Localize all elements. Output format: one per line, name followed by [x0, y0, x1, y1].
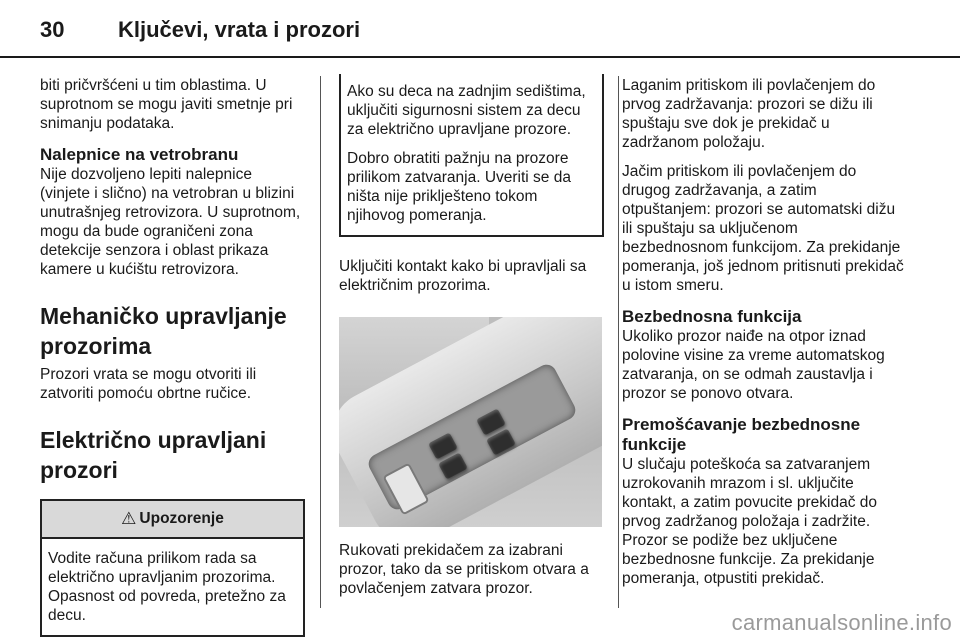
column-right [622, 76, 905, 588]
warning-text: Vodite računa prilikom rada sa električno upravljanim prozorima. Opasnost od povreda, pretežno za decu. [48, 550, 286, 624]
ignition-paragraph: Uključiti kontakt kako bi upravljali sa električnim prozorima. [339, 258, 587, 294]
child-safety-note [339, 74, 604, 237]
override-heading: Premošćavanje bezbednosne funkcije [622, 415, 861, 454]
watermark: carmanualsonline.info [731, 610, 952, 635]
page-number: 30 [40, 17, 65, 42]
safety-paragraph: Ukoliko prozor naiđe na otpor iznad polovine visine za vreme automatskog zatvaranja, on se odmah zaustavlja i prozor se ponovo otvara. [622, 328, 885, 402]
header-rule [0, 56, 960, 58]
warning-triangle-icon: ⚠ [121, 509, 137, 528]
second-detent-paragraph: Jačim pritiskom ili povlačenjem do drugog zadržavanja, a zatim otpuštanjem: prozori se automatski dižu ili spuštaju sa uključenom bezbednosnom funkcijom. Za prekidanje pomeranja, još jednom pritisnuti prekidač u istom smeru. [622, 163, 904, 294]
note-paragraph-1: Ako su deca na zadnjim sedištima, uključiti sigurnosni sistem za decu za električno upravljane prozore. [347, 83, 586, 138]
warning-body [42, 539, 303, 635]
page-header [0, 0, 960, 60]
sticker-heading: Nalepnice na vetrobranu [40, 145, 239, 164]
note-paragraph-2: Dobro obratiti pažnju na prozore prilikom zatvaranja. Uveriti se da ništa nije priklješteno tokom njihovog pomeranja. [347, 150, 571, 224]
chapter-title: Ključevi, vrata i prozori [118, 17, 361, 42]
sticker-paragraph: Nije dozvoljeno lepiti nalepnice (vinjete i slično) na vetrobran u blizini unutrašnjeg retrovizora. U suprotnom, mogu da bude ograničeni zona detekcije senzora i oblast prikaza kamere u kućištu retrovizora. [40, 166, 301, 278]
window-switch-photo [339, 317, 602, 527]
manual-windows-heading: Mehaničko upravljanje prozorima [40, 303, 287, 359]
safety-heading: Bezbednosna funkcija [622, 307, 802, 326]
column-divider-right [618, 76, 619, 608]
column-left [40, 76, 305, 637]
intro-paragraph: biti pričvršćeni u tim oblastima. U suprotnom se mogu javiti smetnje pri snimanju podataka. [40, 77, 293, 132]
operate-paragraph: Rukovati prekidačem za izabrani prozor, tako da se pritiskom otvara a povlačenjem zatvara prozor. [339, 542, 589, 597]
manual-windows-paragraph: Prozori vrata se mogu otvoriti ili zatvoriti pomoću obrtne ručice. [40, 366, 257, 402]
first-detent-paragraph: Laganim pritiskom ili povlačenjem do prvog zadržavanja: prozori se dižu ili spuštaju sve dok je prekidač u zadržanom položaju. [622, 77, 876, 151]
column-divider-left [320, 76, 321, 608]
warning-header [42, 501, 303, 539]
power-windows-heading: Električno upravljani prozori [40, 427, 267, 483]
warning-box [40, 499, 305, 637]
override-paragraph: U slučaju poteškoća sa zatvaranjem uzrokovanih mrazom i sl. uključite kontakt, a zatim povucite prekidač do prvog zadržanog položaja i zadržite. Prozor se podiže bez uključene bezbednosne funkcije. Za prekidanje pomeranja, otpustiti prekidač. [622, 456, 878, 587]
column-middle [339, 74, 604, 598]
warning-label: Upozorenje [139, 510, 224, 527]
